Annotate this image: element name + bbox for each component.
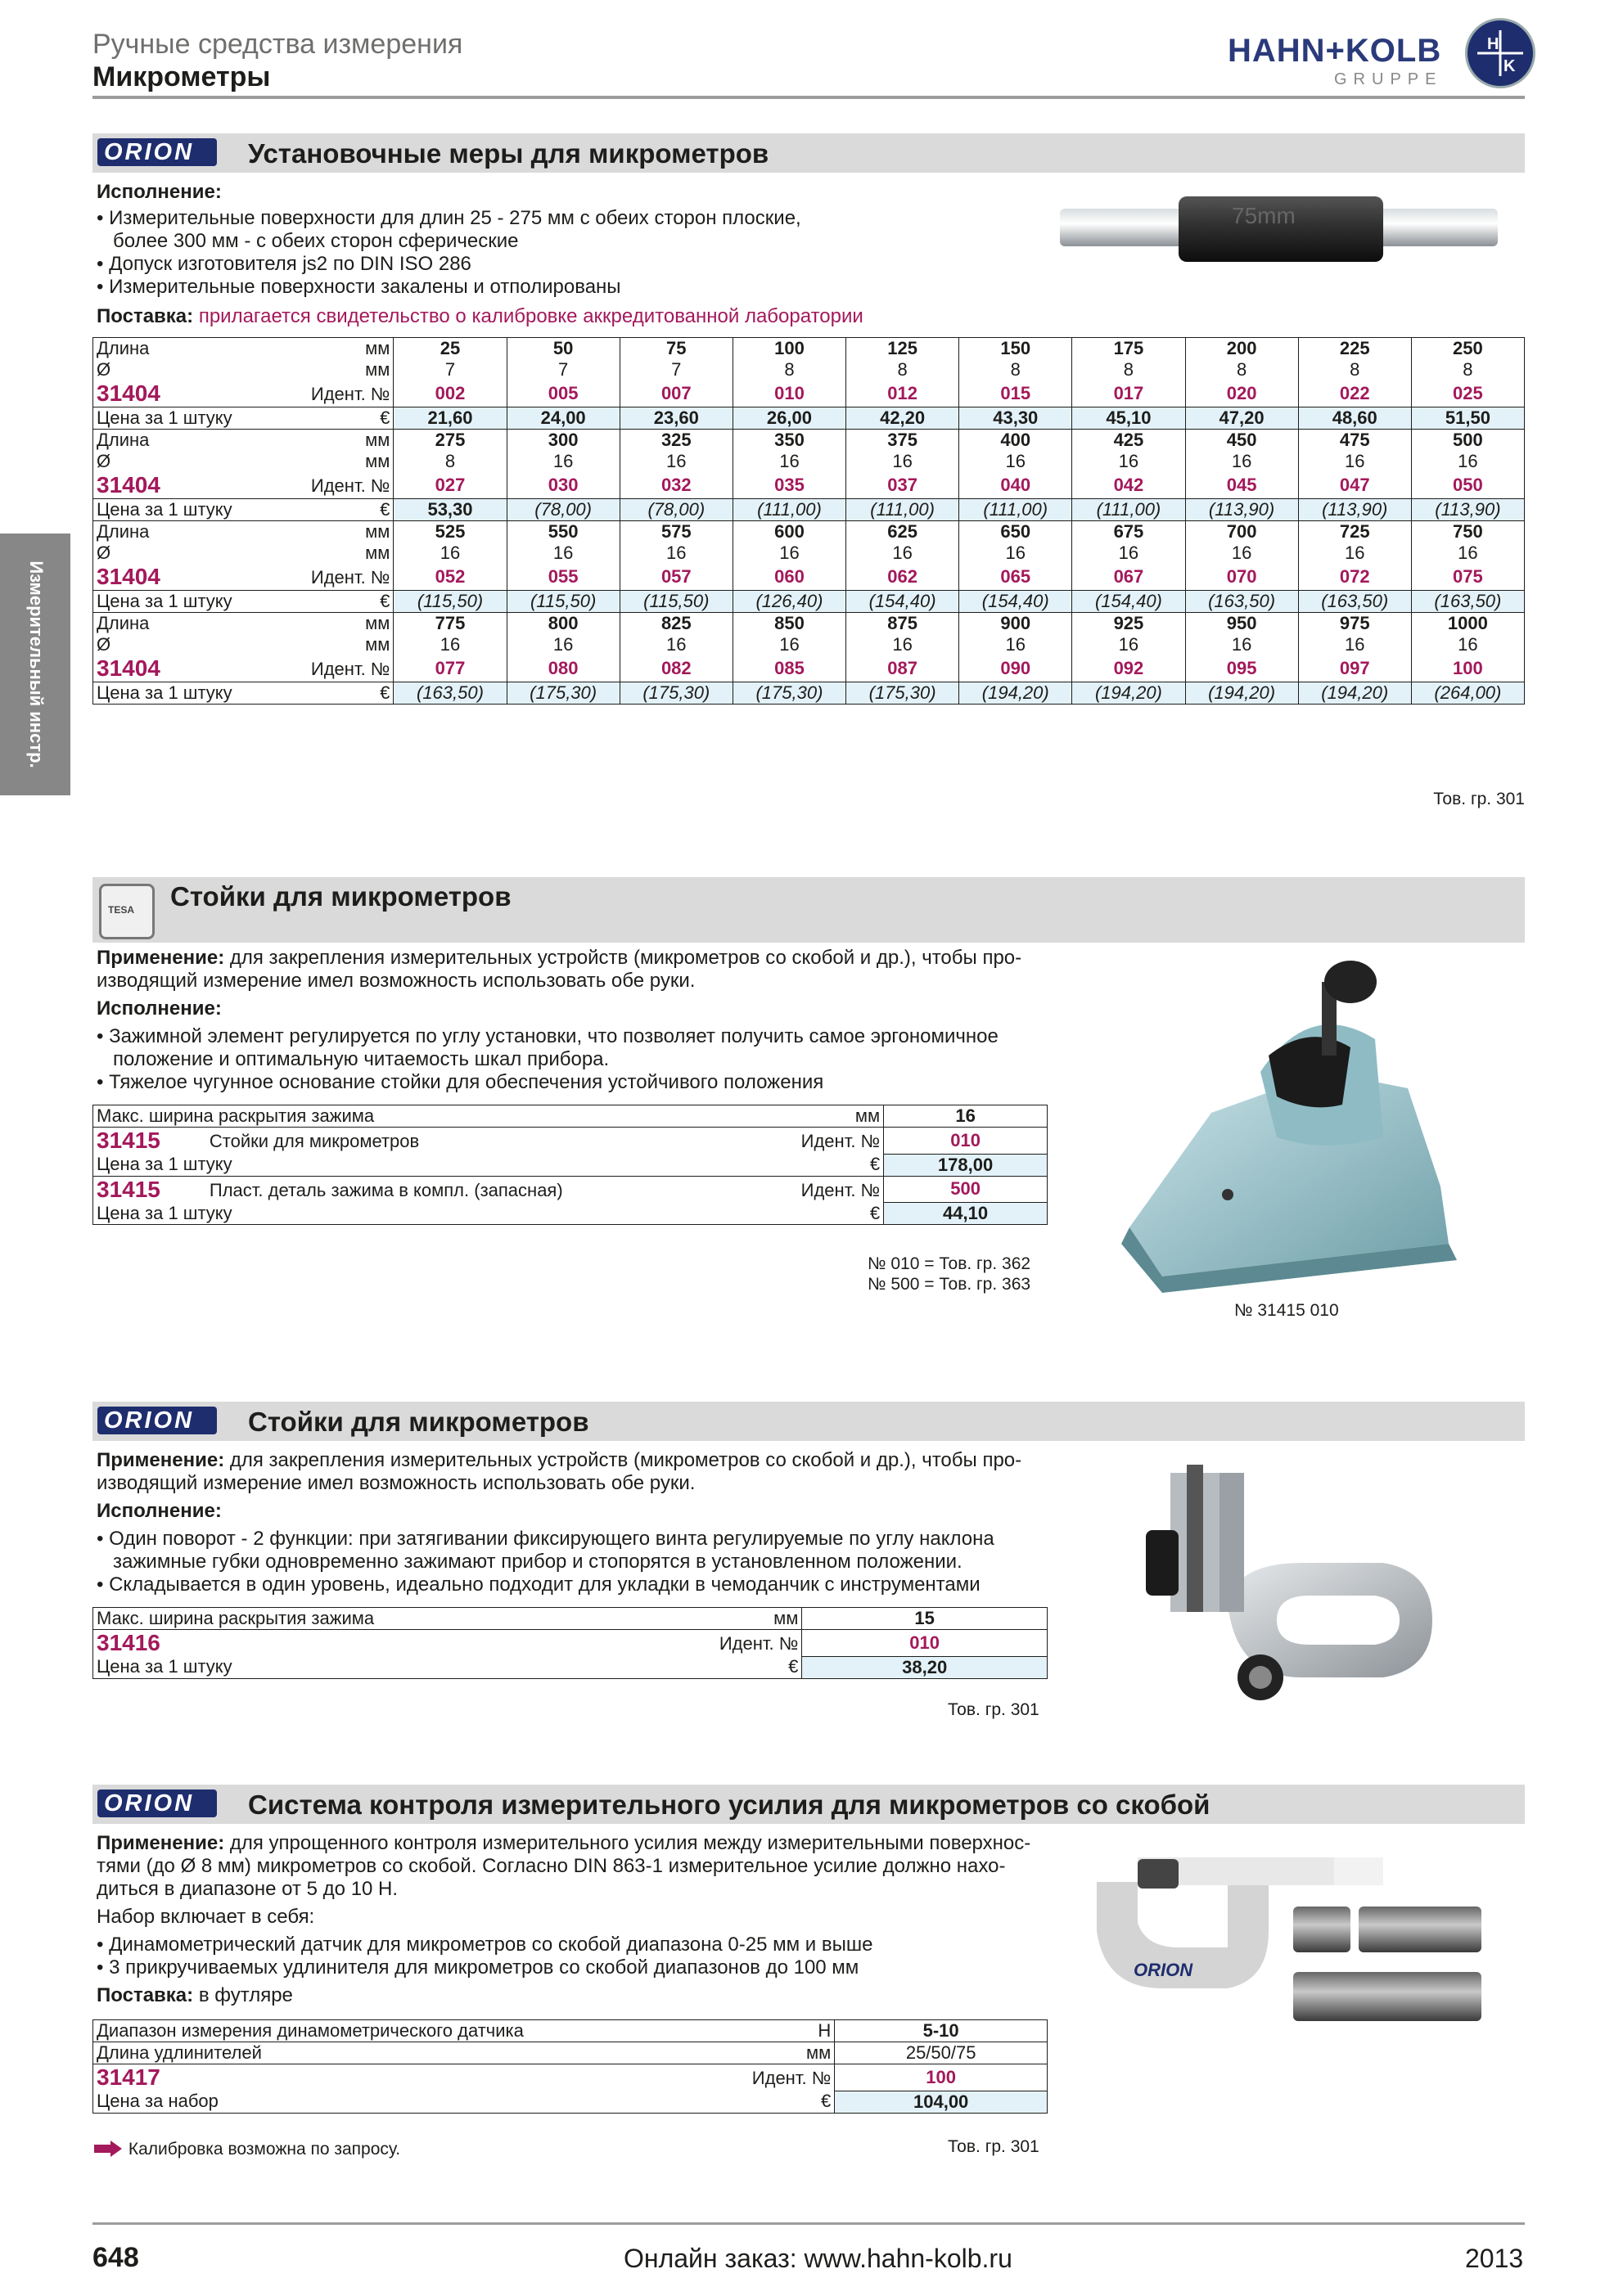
ident-cell: 027: [394, 472, 507, 499]
application-text: Применение: для закрепления измерительных устройств (микрометров со скобой и др.), чтобы про-: [97, 1449, 1022, 1471]
value-cell: 25: [394, 338, 507, 360]
section-title-bar: [92, 877, 1525, 943]
value-cell: 8: [733, 359, 845, 380]
price-cell: (194,20): [1072, 682, 1185, 705]
setting-standards-table: [92, 337, 1525, 705]
row-label: Ø мм: [93, 542, 394, 564]
price-cell: (111,00): [846, 499, 959, 521]
table-row: [93, 472, 1525, 499]
value-cell: 275: [394, 430, 507, 452]
ident-cell: 040: [959, 472, 1072, 499]
application-text: Применение: для закрепления измерительных устройств (микрометров со скобой и др.), чтобы про-: [97, 947, 1022, 969]
value-cell: 16: [959, 634, 1072, 655]
value-cell: 975: [1298, 613, 1411, 635]
table-row: [93, 359, 1525, 380]
value-cell: 16: [1072, 451, 1185, 472]
value-cell: 16: [1298, 634, 1411, 655]
value-cell: 375: [846, 430, 959, 452]
application-text-cont: диться в диапазоне от 5 до 10 Н.: [97, 1878, 399, 1900]
value-cell: 850: [733, 613, 845, 635]
value-cell: 16: [733, 542, 845, 564]
value-cell: 400: [959, 430, 1072, 452]
value-cell: 16: [1185, 451, 1298, 472]
table-row: [93, 430, 1525, 452]
section-title-bar: [92, 1402, 1525, 1441]
price-cell: 21,60: [394, 407, 507, 430]
article-number: 31404: [97, 380, 160, 406]
calibration-note[interactable]: Калибровка возможна по запросу.: [92, 2137, 400, 2161]
ident-cell: 075: [1411, 564, 1524, 591]
article-number: 31417: [97, 2064, 160, 2090]
ident-cell: 022: [1298, 380, 1411, 407]
value-cell: 16: [733, 634, 845, 655]
price-cell: 45,10: [1072, 407, 1185, 430]
hk-emblem-icon: [1465, 18, 1535, 88]
value-cell: 500: [1411, 430, 1524, 452]
product-group-note: № 500 = Тов. гр. 363: [868, 1275, 1031, 1294]
value-cell: 16: [1298, 542, 1411, 564]
article-number: 31404: [97, 564, 160, 589]
value-cell: 16: [733, 451, 845, 472]
price-cell: (113,90): [1185, 499, 1298, 521]
row-label: Цена за 1 штуку €: [93, 499, 394, 521]
section-title: Стойки для микрометров: [170, 881, 512, 912]
application-text: Применение: для упрощенного контроля измерительного усилия между измерительными поверхнос-: [97, 1832, 1031, 1854]
ident-cell: 047: [1298, 472, 1411, 499]
supply-line: Поставка: прилагается свидетельство о калибровке аккредитованной лаборатории: [97, 305, 863, 327]
ident-cell: 015: [959, 380, 1072, 407]
supply-line: Поставка: в футляре: [97, 1984, 293, 2006]
price-cell: (175,30): [846, 682, 959, 705]
price-cell: 51,50: [1411, 407, 1524, 430]
ident-cell: 065: [959, 564, 1072, 591]
ident-cell: 007: [620, 380, 733, 407]
price-cell: 43,30: [959, 407, 1072, 430]
article-number: 31416: [97, 1630, 160, 1655]
ident-number: 010: [884, 1128, 1048, 1155]
value-cell: 16: [846, 451, 959, 472]
row-label: Ø мм: [93, 359, 394, 380]
price-cell: (264,00): [1411, 682, 1524, 705]
price: 104,00: [835, 2091, 1048, 2113]
ident-cell: 077: [394, 655, 507, 682]
price-cell: (163,50): [1185, 591, 1298, 613]
article-number: 31415: [97, 1128, 160, 1153]
value-cell: 7: [394, 359, 507, 380]
value-cell: 16: [1185, 542, 1298, 564]
table-row: [93, 380, 1525, 407]
row-value: 16: [884, 1105, 1048, 1128]
value-cell: 900: [959, 613, 1072, 635]
value-cell: 150: [959, 338, 1072, 360]
arrow-right-icon: [92, 2140, 124, 2158]
ident-cell: 037: [846, 472, 959, 499]
price-cell: (115,50): [507, 591, 620, 613]
value-cell: 1000: [1411, 613, 1524, 635]
row-label: 31404 Идент. №: [93, 655, 394, 682]
row-label: 31404 Идент. №: [93, 380, 394, 407]
tesa-logo-icon: TESA: [99, 884, 155, 939]
ident-cell: 010: [733, 380, 845, 407]
ident-cell: 090: [959, 655, 1072, 682]
standard-engraving: 75mm: [1232, 203, 1296, 228]
price: 44,10: [884, 1203, 1048, 1225]
table-row: [93, 613, 1525, 635]
bullet: • 3 прикручиваемых удлинителя для микрометров со скобой диапазонов до 100 мм: [97, 1956, 859, 1979]
row-label: Длина мм: [93, 613, 394, 635]
value-cell: 8: [1072, 359, 1185, 380]
value-cell: 16: [394, 634, 507, 655]
value-cell: 16: [846, 634, 959, 655]
price-cell: (113,90): [1411, 499, 1524, 521]
price-cell: (111,00): [733, 499, 845, 521]
year: 2013: [1465, 2244, 1524, 2273]
price-cell: (126,40): [733, 591, 845, 613]
ident-cell: 045: [1185, 472, 1298, 499]
value-cell: 16: [959, 451, 1072, 472]
price-cell: 24,00: [507, 407, 620, 430]
ident-cell: 085: [733, 655, 845, 682]
price-cell: 23,60: [620, 407, 733, 430]
price-cell: 53,30: [394, 499, 507, 521]
value-cell: 625: [846, 521, 959, 543]
value-cell: 7: [507, 359, 620, 380]
value-cell: 800: [507, 613, 620, 635]
row-label: Длина мм: [93, 521, 394, 543]
price-cell: 26,00: [733, 407, 845, 430]
page-number: 648: [92, 2242, 139, 2273]
row-value: 25/50/75: [835, 2042, 1048, 2064]
row-label: Цена за 1 штуку €: [93, 407, 394, 430]
value-cell: 8: [959, 359, 1072, 380]
price-cell: (175,30): [733, 682, 845, 705]
ident-cell: 052: [394, 564, 507, 591]
value-cell: 700: [1185, 521, 1298, 543]
value-cell: 775: [394, 613, 507, 635]
micrometer-stand-orion-table: Макс. ширина раскрытия зажима мм 15 31416 Идент. № 010 Цена за 1 штуку € 38,20: [92, 1607, 1048, 1679]
price-cell: (194,20): [959, 682, 1072, 705]
ident-cell: 072: [1298, 564, 1411, 591]
orion-logo: ORION: [97, 1403, 220, 1436]
row-label: Ø мм: [93, 451, 394, 472]
value-cell: 16: [620, 634, 733, 655]
product-group-note: № 010 = Тов. гр. 362: [868, 1254, 1031, 1273]
value-cell: 425: [1072, 430, 1185, 452]
header-divider: [92, 96, 1525, 99]
ident-cell: 042: [1072, 472, 1185, 499]
product-group-note: Тов. гр. 301: [1433, 790, 1525, 808]
row-label: Ø мм: [93, 634, 394, 655]
product-group-note: Тов. гр. 301: [948, 2137, 1039, 2156]
bullet: • Допуск изготовителя js2 по DIN ISO 286: [97, 253, 471, 275]
ident-cell: 060: [733, 564, 845, 591]
ident-cell: 020: [1185, 380, 1298, 407]
header-category: Ручные средства измерения: [92, 29, 463, 60]
table-row: [93, 338, 1525, 360]
ident-cell: 030: [507, 472, 620, 499]
kit-label: Набор включает в себя:: [97, 1906, 315, 1928]
value-cell: 16: [394, 542, 507, 564]
hahn-kolb-logo: [1228, 18, 1531, 92]
bullet: • Складывается в один уровень, идеально подходит для укладки в чемоданчик с инструментами: [97, 1573, 981, 1596]
ident-cell: 012: [846, 380, 959, 407]
value-cell: 16: [1072, 542, 1185, 564]
value-cell: 925: [1072, 613, 1185, 635]
value-cell: 50: [507, 338, 620, 360]
value-cell: 200: [1185, 338, 1298, 360]
value-cell: 8: [1411, 359, 1524, 380]
micrometer-stand-image: [1113, 949, 1522, 1293]
row-value: 15: [802, 1608, 1048, 1630]
header-subcategory: Микрометры: [92, 61, 271, 92]
image-caption: № 31415 010: [1234, 1301, 1339, 1320]
value-cell: 325: [620, 430, 733, 452]
price-cell: (115,50): [394, 591, 507, 613]
table-row: [93, 451, 1525, 472]
exec-label: Исполнение:: [97, 997, 222, 1020]
value-cell: 250: [1411, 338, 1524, 360]
value-cell: 16: [620, 542, 733, 564]
price-cell: (163,50): [1411, 591, 1524, 613]
bullet: • Измерительные поверхности для длин 25 - 275 мм с обеих сторон плоские,: [97, 207, 801, 229]
value-cell: 550: [507, 521, 620, 543]
value-cell: 16: [1072, 634, 1185, 655]
value-cell: 16: [1411, 542, 1524, 564]
price: 38,20: [802, 1656, 1048, 1678]
ident-cell: 062: [846, 564, 959, 591]
value-cell: 225: [1298, 338, 1411, 360]
value-cell: 7: [620, 359, 733, 380]
value-cell: 950: [1185, 613, 1298, 635]
value-cell: 125: [846, 338, 959, 360]
ident-cell: 082: [620, 655, 733, 682]
article-desc: Стойки для микрометров: [209, 1131, 420, 1151]
value-cell: 16: [507, 451, 620, 472]
ident-cell: 050: [1411, 472, 1524, 499]
section-title: Стойки для микрометров: [248, 1407, 589, 1437]
ident-cell: 005: [507, 380, 620, 407]
ident-number: 500: [884, 1176, 1048, 1203]
bullet: • Измерительные поверхности закалены и отполированы: [97, 276, 621, 298]
exec-label: Исполнение:: [97, 1500, 222, 1522]
value-cell: 675: [1072, 521, 1185, 543]
price-cell: (78,00): [507, 499, 620, 521]
logo-group: GRUPPE: [1334, 70, 1443, 88]
row-label: Длина мм: [93, 338, 394, 360]
table-row: [93, 682, 1525, 705]
value-cell: 16: [507, 542, 620, 564]
application-text-cont: тями (до Ø 8 мм) микрометров со скобой. Согласно DIN 863-1 измерительное усилие должно нахо-: [97, 1855, 1006, 1877]
value-cell: 525: [394, 521, 507, 543]
ident-cell: 025: [1411, 380, 1524, 407]
value-cell: 175: [1072, 338, 1185, 360]
row-label: Цена за 1 штуку €: [93, 591, 394, 613]
row-label: Макс. ширина раскрытия зажима мм: [93, 1105, 884, 1128]
price-cell: (163,50): [1298, 591, 1411, 613]
ident-cell: 100: [1411, 655, 1524, 682]
setting-standard-image: [1056, 188, 1506, 270]
article-number: 31404: [97, 472, 160, 497]
value-cell: 16: [1298, 451, 1411, 472]
bullet: • Динамометрический датчик для микрометров со скобой диапазона 0-25 мм и выше: [97, 1934, 873, 1956]
bullet-cont: более 300 мм - с обеих сторон сферические: [113, 230, 519, 252]
bullet-cont: положение и оптимальную читаемость шкал прибора.: [113, 1048, 610, 1070]
value-cell: 100: [733, 338, 845, 360]
exec-label: Исполнение:: [97, 181, 222, 203]
gauge-brand: ORION: [1134, 1960, 1193, 1980]
price-cell: (111,00): [1072, 499, 1185, 521]
ident-cell: 095: [1185, 655, 1298, 682]
force-check-set-image: [1089, 1833, 1514, 2037]
table-row: [93, 634, 1525, 655]
value-cell: 8: [1185, 359, 1298, 380]
ident-cell: 017: [1072, 380, 1185, 407]
application-text-cont: изводящий измерение имел возможность использовать обе руки.: [97, 1472, 696, 1494]
price-cell: (154,40): [959, 591, 1072, 613]
price-cell: 42,20: [846, 407, 959, 430]
price-cell: (163,50): [394, 682, 507, 705]
section-title-bar: [92, 1785, 1525, 1824]
ident-cell: 002: [394, 380, 507, 407]
price-cell: (111,00): [959, 499, 1072, 521]
ident-cell: 097: [1298, 655, 1411, 682]
value-cell: 300: [507, 430, 620, 452]
price-cell: (154,40): [1072, 591, 1185, 613]
ident-cell: 035: [733, 472, 845, 499]
value-cell: 600: [733, 521, 845, 543]
bullet: • Один поворот - 2 функции: при затягивании фиксирующего винта регулируемые по углу наклона: [97, 1528, 994, 1550]
row-label: 31404 Идент. №: [93, 472, 394, 499]
value-cell: 350: [733, 430, 845, 452]
bullet-cont: зажимные губки одновременно зажимают прибор и стопорятся в установленном положении.: [113, 1551, 963, 1573]
table-row: [93, 564, 1525, 591]
ident-cell: 067: [1072, 564, 1185, 591]
application-text-cont: изводящий измерение имел возможность использовать обе руки.: [97, 970, 696, 992]
value-cell: 16: [959, 542, 1072, 564]
bullet: • Тяжелое чугунное основание стойки для обеспечения устойчивого положения: [97, 1071, 824, 1093]
row-label: 31404 Идент. №: [93, 564, 394, 591]
ident-cell: 055: [507, 564, 620, 591]
price-cell: (175,30): [620, 682, 733, 705]
value-cell: 16: [1411, 634, 1524, 655]
value-cell: 650: [959, 521, 1072, 543]
side-tab[interactable]: [0, 533, 70, 795]
value-cell: 575: [620, 521, 733, 543]
article-number: 31415: [97, 1176, 160, 1202]
table-row: [93, 591, 1525, 613]
table-row: [93, 407, 1525, 430]
table-row: [93, 542, 1525, 564]
value-cell: 8: [1298, 359, 1411, 380]
ident-cell: 032: [620, 472, 733, 499]
table-row: [93, 521, 1525, 543]
orion-logo: ORION: [97, 1786, 220, 1819]
value-cell: 8: [846, 359, 959, 380]
row-label: Цена за 1 штуку €: [93, 682, 394, 705]
row-label: Длина мм: [93, 430, 394, 452]
price-cell: (113,90): [1298, 499, 1411, 521]
section-title: Установочные меры для микрометров: [248, 138, 769, 169]
ident-cell: 092: [1072, 655, 1185, 682]
footer-divider: [92, 2222, 1525, 2225]
value-cell: 475: [1298, 430, 1411, 452]
micrometer-stand-table: Макс. ширина раскрытия зажима мм 16 31415 Стойки для микрометров Идент. № 010 Цена за 1 штуку € 178,00 31415 Пласт. деталь зажима в компл. (запасная) Идент. № 500 Цена за 1 штуку € 44,10: [92, 1105, 1048, 1225]
price-cell: (115,50): [620, 591, 733, 613]
value-cell: 450: [1185, 430, 1298, 452]
value-cell: 16: [1185, 634, 1298, 655]
section-title: Система контроля измерительного усилия для микрометров со скобой: [248, 1790, 1210, 1820]
bullet: • Зажимной элемент регулируется по углу установки, что позволяет получить самое эргономичное: [97, 1025, 999, 1047]
force-check-table: Диапазон измерения динамометрического датчика Н 5-10 Длина удлинителей мм 25/50/75 31417 Идент. № 100 Цена за набор € 104,00: [92, 2019, 1048, 2114]
ident-number: 010: [802, 1630, 1048, 1657]
value-cell: 16: [620, 451, 733, 472]
ident-cell: 070: [1185, 564, 1298, 591]
side-tab-label: Измерительный инстр.: [26, 560, 47, 768]
price-cell: (175,30): [507, 682, 620, 705]
svg-text:H: H: [1487, 35, 1499, 53]
table-row: [93, 655, 1525, 682]
price-cell: 48,60: [1298, 407, 1411, 430]
ident-cell: 080: [507, 655, 620, 682]
value-cell: 16: [846, 542, 959, 564]
article-number: 31404: [97, 655, 160, 681]
price-cell: 47,20: [1185, 407, 1298, 430]
table-row: [93, 499, 1525, 521]
price-cell: (194,20): [1185, 682, 1298, 705]
value-cell: 8: [394, 451, 507, 472]
ident-cell: 087: [846, 655, 959, 682]
value-cell: 16: [1411, 451, 1524, 472]
value-cell: 725: [1298, 521, 1411, 543]
orion-logo: ORION: [97, 135, 220, 168]
value-cell: 825: [620, 613, 733, 635]
row-value: 5-10: [835, 2020, 1048, 2042]
article-desc: Пласт. деталь зажима в компл. (запасная): [209, 1179, 563, 1200]
folding-stand-image: [1138, 1456, 1440, 1718]
value-cell: 16: [507, 634, 620, 655]
product-group-note: Тов. гр. 301: [948, 1700, 1039, 1719]
price-cell: (154,40): [846, 591, 959, 613]
online-order-link[interactable]: Онлайн заказ: www.hahn-kolb.ru: [624, 2244, 1012, 2273]
logo-text: HAHN+KOLB: [1228, 33, 1442, 69]
section-title-bar: [92, 133, 1525, 173]
value-cell: 875: [846, 613, 959, 635]
value-cell: 75: [620, 338, 733, 360]
ident-cell: 057: [620, 564, 733, 591]
price-cell: (194,20): [1298, 682, 1411, 705]
price-cell: (78,00): [620, 499, 733, 521]
value-cell: 750: [1411, 521, 1524, 543]
price: 178,00: [884, 1154, 1048, 1176]
ident-number: 100: [835, 2064, 1048, 2091]
svg-text:K: K: [1504, 57, 1516, 75]
